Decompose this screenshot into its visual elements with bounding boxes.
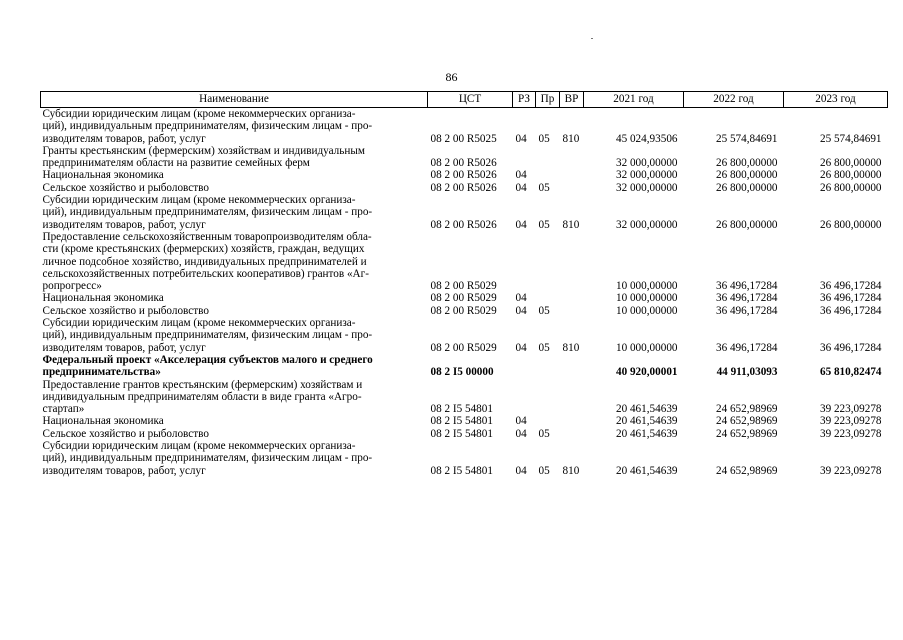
column-header-vr: ВР bbox=[560, 92, 584, 108]
cell-2022: 26 800,00000 bbox=[715, 218, 778, 231]
cell-vr: 810 bbox=[562, 464, 580, 477]
cell-cst: 08 2 00 R5029 bbox=[430, 304, 497, 317]
cell-name bbox=[41, 428, 428, 440]
cell-2022: 26 800,00000 bbox=[715, 157, 778, 170]
cell-pr bbox=[536, 415, 560, 427]
table-row bbox=[41, 379, 888, 416]
table-body bbox=[41, 108, 888, 477]
cell-2022: 36 496,17284 bbox=[715, 341, 778, 354]
cell-2023: 39 223,09278 bbox=[819, 403, 882, 416]
page-number: 86 bbox=[445, 70, 458, 84]
cell-vr: 810 bbox=[562, 132, 580, 145]
cell-name bbox=[41, 231, 428, 292]
cell-2023: 26 800,00000 bbox=[819, 218, 882, 231]
cell-2022: 24 652,98969 bbox=[715, 403, 778, 416]
cell-vr bbox=[560, 415, 584, 427]
cell-rz: 04 bbox=[515, 341, 527, 354]
cell-name-line: Предоставление сельскохозяйственным товаропроизводителям обла- bbox=[42, 230, 372, 243]
cell-vr bbox=[560, 305, 584, 317]
cell-name-line: предпринимательства» bbox=[42, 366, 161, 379]
cell-name-line: Субсидии юридическим лицам (кроме некоммерческих организа- bbox=[42, 194, 356, 207]
cell-cst: 08 2 I5 00000 bbox=[430, 366, 494, 379]
cell-2022: 24 652,98969 bbox=[715, 415, 778, 428]
cell-2022: 24 652,98969 bbox=[715, 427, 778, 440]
table-row bbox=[41, 415, 888, 427]
cell-vr bbox=[560, 379, 584, 416]
cell-cst: 08 2 I5 54801 bbox=[430, 403, 493, 416]
cell-vr bbox=[560, 354, 584, 379]
cell-name-line: Сельское хозяйство и рыболовство bbox=[42, 181, 209, 194]
cell-pr: 05 bbox=[538, 304, 550, 317]
cell-2023: 36 496,17284 bbox=[819, 292, 882, 305]
scan-speck bbox=[591, 38, 593, 39]
cell-vr: 810 bbox=[562, 341, 580, 354]
cell-2022: 44 911,03093 bbox=[716, 366, 778, 379]
cell-rz bbox=[513, 379, 536, 416]
cell-name-line: ропрогресс» bbox=[42, 280, 102, 293]
cell-name bbox=[41, 305, 428, 317]
cell-name-line: Субсидии юридическим лицам (кроме некоммерческих организа- bbox=[42, 440, 356, 453]
cell-rz: 04 bbox=[515, 218, 527, 231]
column-header-cst: ЦСТ bbox=[428, 92, 513, 108]
cell-name-line: предпринимателям области на развитие семейных ферм bbox=[42, 157, 310, 170]
cell-pr bbox=[536, 379, 560, 416]
cell-name bbox=[41, 379, 428, 416]
cell-2021: 10 000,00000 bbox=[615, 341, 678, 354]
cell-rz: 04 bbox=[515, 292, 527, 305]
cell-name-line: ций), индивидуальным предпринимателям, физическим лицам - про- bbox=[42, 120, 373, 133]
cell-name-line: личное подсобное хозяйство, индивидуальных предпринимателей и bbox=[42, 255, 367, 268]
cell-name bbox=[41, 354, 428, 379]
cell-vr bbox=[560, 182, 584, 194]
cell-rz: 04 bbox=[515, 169, 527, 182]
table-row bbox=[41, 182, 888, 194]
cell-pr bbox=[536, 169, 560, 181]
cell-2021: 20 461,54639 bbox=[615, 427, 678, 440]
table-row bbox=[41, 440, 888, 477]
cell-rz: 04 bbox=[515, 181, 527, 194]
cell-cst: 08 2 I5 54801 bbox=[430, 427, 493, 440]
cell-name-line: Субсидии юридическим лицам (кроме некоммерческих организа- bbox=[42, 108, 356, 120]
cell-vr: 810 bbox=[562, 218, 580, 231]
cell-name-line: ций), индивидуальным предпринимателям, физическим лицам - про- bbox=[42, 206, 373, 219]
cell-2021: 10 000,00000 bbox=[615, 280, 678, 293]
cell-pr bbox=[536, 231, 560, 292]
cell-2023: 39 223,09278 bbox=[819, 427, 882, 440]
cell-pr: 05 bbox=[538, 427, 550, 440]
cell-cst: 08 2 00 R5029 bbox=[430, 292, 497, 305]
cell-pr: 05 bbox=[538, 218, 550, 231]
cell-name-line: сельскохозяйственных потребительских кооперативов) грантов «Аг- bbox=[42, 267, 369, 280]
cell-vr bbox=[560, 428, 584, 440]
cell-cst: 08 2 I5 54801 bbox=[430, 415, 493, 428]
cell-name-line: изводителям товаров, работ, услуг bbox=[42, 132, 206, 145]
cell-2022: 36 496,17284 bbox=[715, 304, 778, 317]
cell-name-line: сти (кроме крестьянских (фермерских) хозяйств, граждан, ведущих bbox=[42, 243, 365, 256]
cell-2023: 39 223,09278 bbox=[819, 464, 882, 477]
cell-2021: 10 000,00000 bbox=[615, 292, 678, 305]
cell-rz bbox=[513, 231, 536, 292]
cell-2021: 40 920,00001 bbox=[615, 366, 678, 379]
cell-name-line: ций), индивидуальным предпринимателям, физическим лицам - про- bbox=[42, 329, 373, 342]
cell-vr bbox=[560, 231, 584, 292]
column-header-2022: 2022 год bbox=[684, 92, 784, 108]
cell-2021: 32 000,00000 bbox=[615, 169, 678, 182]
cell-pr: 05 bbox=[538, 341, 550, 354]
table-row bbox=[41, 108, 888, 145]
cell-name-line: Национальная экономика bbox=[42, 292, 164, 305]
cell-2021: 20 461,54639 bbox=[615, 415, 678, 428]
cell-name bbox=[41, 108, 428, 145]
cell-pr: 05 bbox=[538, 132, 550, 145]
cell-rz: 04 bbox=[515, 427, 527, 440]
budget-table bbox=[40, 91, 888, 477]
cell-2021: 45 024,93506 bbox=[615, 132, 678, 145]
cell-cst: 08 2 00 R5026 bbox=[430, 169, 497, 182]
cell-name-line: ций), индивидуальным предпринимателям, физическим лицам - про- bbox=[42, 452, 373, 465]
cell-name-line: изводителям товаров, работ, услуг bbox=[42, 464, 206, 477]
cell-name-line: Предоставление грантов крестьянским (фермерским) хозяйствам и bbox=[42, 378, 363, 391]
cell-2023: 25 574,84691 bbox=[819, 132, 882, 145]
column-header-2021: 2021 год bbox=[584, 92, 684, 108]
cell-pr bbox=[536, 354, 560, 379]
cell-rz: 04 bbox=[515, 132, 527, 145]
cell-2021: 20 461,54639 bbox=[615, 403, 678, 416]
cell-2022: 26 800,00000 bbox=[715, 169, 778, 182]
cell-2023: 65 810,82474 bbox=[819, 366, 882, 379]
cell-name bbox=[41, 182, 428, 194]
column-header-rz: РЗ bbox=[513, 92, 536, 108]
cell-2023: 36 496,17284 bbox=[819, 341, 882, 354]
cell-name-line: Сельское хозяйство и рыболовство bbox=[42, 304, 209, 317]
cell-name bbox=[41, 169, 428, 181]
cell-cst: 08 2 00 R5029 bbox=[430, 280, 497, 293]
cell-name-line: Национальная экономика bbox=[42, 415, 164, 428]
cell-rz: 04 bbox=[515, 464, 527, 477]
cell-2022: 36 496,17284 bbox=[715, 292, 778, 305]
cell-pr bbox=[536, 145, 560, 170]
cell-cst: 08 2 00 R5026 bbox=[430, 181, 497, 194]
table-row bbox=[41, 194, 888, 231]
cell-2021: 20 461,54639 bbox=[615, 464, 678, 477]
cell-2023: 36 496,17284 bbox=[819, 280, 882, 293]
cell-cst: 08 2 00 R5026 bbox=[430, 157, 497, 170]
cell-2023: 26 800,00000 bbox=[819, 157, 882, 170]
cell-name bbox=[41, 440, 428, 477]
cell-rz bbox=[513, 145, 536, 170]
cell-2022: 25 574,84691 bbox=[715, 132, 778, 145]
column-header-pr: Пр bbox=[536, 92, 560, 108]
cell-2021: 32 000,00000 bbox=[615, 181, 678, 194]
column-header-2023: 2023 год bbox=[784, 92, 888, 108]
table-row bbox=[41, 354, 888, 379]
cell-2023: 39 223,09278 bbox=[819, 415, 882, 428]
cell-2023: 26 800,00000 bbox=[819, 169, 882, 182]
cell-name-line: изводителям товаров, работ, услуг bbox=[42, 341, 206, 354]
cell-name-line: Сельское хозяйство и рыболовство bbox=[42, 427, 209, 440]
cell-2023: 36 496,17284 bbox=[819, 304, 882, 317]
cell-name-line: Национальная экономика bbox=[42, 169, 164, 182]
cell-2022: 24 652,98969 bbox=[715, 464, 778, 477]
cell-name bbox=[41, 317, 428, 354]
cell-name bbox=[41, 194, 428, 231]
cell-vr bbox=[560, 145, 584, 170]
cell-cst: 08 2 I5 54801 bbox=[430, 464, 493, 477]
cell-rz bbox=[513, 354, 536, 379]
cell-pr: 05 bbox=[538, 181, 550, 194]
table-header-row bbox=[41, 92, 888, 108]
cell-vr bbox=[560, 169, 584, 181]
cell-name-line: Гранты крестьянским (фермерским) хозяйствам и индивидуальным bbox=[42, 144, 365, 157]
cell-name bbox=[41, 415, 428, 427]
table-row bbox=[41, 305, 888, 317]
cell-name-line: изводителям товаров, работ, услуг bbox=[42, 218, 206, 231]
cell-2021: 32 000,00000 bbox=[615, 157, 678, 170]
cell-vr bbox=[560, 292, 584, 304]
cell-name bbox=[41, 145, 428, 170]
cell-name bbox=[41, 292, 428, 304]
table-row bbox=[41, 169, 888, 181]
cell-2022: 26 800,00000 bbox=[715, 181, 778, 194]
cell-2022: 36 496,17284 bbox=[715, 280, 778, 293]
cell-cst: 08 2 00 R5026 bbox=[430, 218, 497, 231]
cell-2021: 10 000,00000 bbox=[615, 304, 678, 317]
cell-cst: 08 2 00 R5029 bbox=[430, 341, 497, 354]
cell-name-line: индивидуальным предпринимателям области в виде гранта «Агро- bbox=[42, 390, 362, 403]
cell-2021: 32 000,00000 bbox=[615, 218, 678, 231]
table-row bbox=[41, 231, 888, 292]
table-row bbox=[41, 145, 888, 170]
cell-pr bbox=[536, 292, 560, 304]
cell-name-line: стартап» bbox=[42, 403, 85, 416]
table-row bbox=[41, 317, 888, 354]
cell-cst: 08 2 00 R5025 bbox=[430, 132, 497, 145]
table-row bbox=[41, 428, 888, 440]
cell-2023: 26 800,00000 bbox=[819, 181, 882, 194]
column-header-name: Наименование bbox=[41, 92, 428, 108]
cell-rz: 04 bbox=[515, 304, 527, 317]
table-row bbox=[41, 292, 888, 304]
cell-name-line: Субсидии юридическим лицам (кроме некоммерческих организа- bbox=[42, 317, 356, 330]
cell-name-line: Федеральный проект «Акселерация субъектов малого и среднего bbox=[42, 353, 373, 366]
cell-pr: 05 bbox=[538, 464, 550, 477]
cell-rz: 04 bbox=[515, 415, 527, 428]
